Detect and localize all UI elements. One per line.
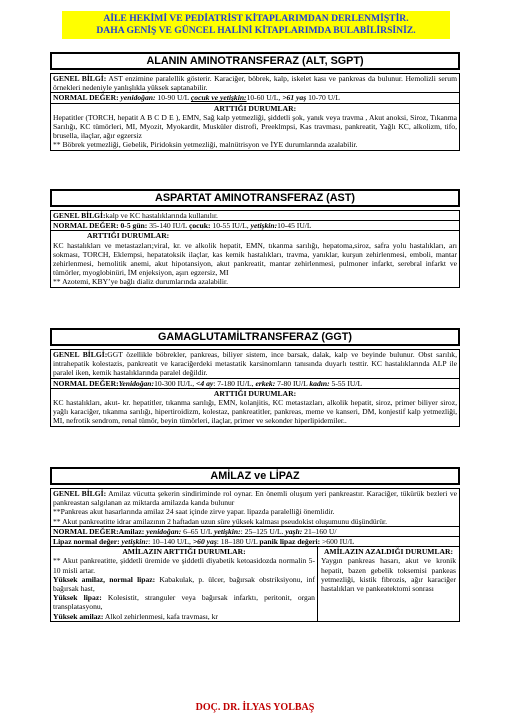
ast-title: ASPARTAT AMINOTRANSFERAZ (AST): [50, 189, 460, 207]
ggt-increase-text: KC hastalıkları, akut- kr. hepatitler, tıkanma sarılığı, EMN, kolanjitis, KC metastazları, alkolik hepatit, siroz, primer biliyer siroz, yağlı karaciğer, tıkanma sarılığı, hipertiroidizm, kolestaz, pankreatitler, pankreas, meme ve kanseri, DM, konjestif kalp yetmezliği, MI, nefrotik sendrom, renal tümör, beyin tümörleri, ilaçlar, primer ve sekonder hiperlipidemiler..: [53, 398, 457, 426]
banner-line-2: DAHA GENİŞ VE GÜNCEL HALİNİ KİTAPLARIMDA BULABİLİRSİNİZ.: [96, 25, 416, 36]
banner-line-1: AİLE HEKİMİ VE PEDİATRİST KİTAPLARIMDAN DERLENMİŞTİR.: [103, 13, 409, 24]
ggt-section: [50, 328, 460, 427]
lipase-normal-row: Lipaz normal değer: yetişkin:: 10–140 U/L, >60 yaş: 18–180 U/L panik lipaz değeri: >600 IU/L: [51, 537, 459, 547]
author-footer: DOÇ. DR. İLYAS YOLBAŞ: [195, 702, 315, 713]
alt-normal-row: NORMAL DEĞER: yenidoğan: 10-90 U/L çocuk ve yetişkin:10-60 U/L, >61 yaş 10-70 U/L: [51, 93, 459, 103]
alt-info-row: [51, 74, 459, 93]
alt-increase-label: ARTTIĞI DURUMLAR:: [213, 103, 297, 113]
ast-increase-label: ARTTIĞI DURUMLAR:: [87, 231, 170, 241]
ggt-increase-label: ARTTIĞI DURUMLAR:: [213, 388, 297, 398]
alt-section: [50, 52, 460, 151]
header-banner: [62, 11, 450, 39]
ast-section: [50, 189, 460, 288]
ggt-body: [50, 349, 460, 427]
ast-normal-row: NORMAL DEĞER: 0-5 gün: 35-140 IU/L çocuk: 10-55 IU/L, yetişkin:10-45 IU/L: [51, 221, 459, 231]
amylase-normal-row: NORMAL DEĞER:Amilaz: yenidoğan: 6–65 U/L yetişkin:: 25–125 U/L. yaşlı: 21–160 U/: [51, 527, 459, 537]
amylase-body: [50, 488, 460, 622]
alt-increase-row: [51, 104, 459, 150]
ast-increase-row: [51, 231, 459, 286]
alt-info-text: AST enzimine paralellik gösterir. Karaciğer, böbrek, kalp, iskelet kası ve pankreas da bulunur. Hemolizli serum örnekleri nedeniyle yanlışlıkla yüksek saptanabilir.: [53, 74, 457, 93]
alt-increase-text: Hepatitler (TORCH, hepatit A B C D E ), EMN, Sağ kalp yetmezliği, şiddetli şok, yanık veya travma , Akut anoksi, Siroz, Tıkanma Sarılığı, KC tümörleri, MI, Myozit, Myokardit, Musküler distrofi, Preeklmpsi, Kas travması, pankreatit, Yağlı KC, alkolizm, tifo, brusella, ilaçlar, ağır egzersiz: [53, 112, 457, 141]
ggt-info-row: GENEL BİLGİ:GGT özellikle böbrekler, pankreas, biliyer sistem, ince barsak, dalak, kalp ve beyinde bulunur. Obst sarılık, intrahepatik kolestazis, pankreatit ve karaciğerdeki metastatik karsinomların tanısında duyarlı testtir. KC hastalıklarında ALP ile paralel iken, kemik hastalıklarında paralel değildir.: [53, 350, 457, 378]
amylase-decrease-column: AMİLAZIN AZALDIĞI DURUMLAR: Yaygın pankreas hasarı, akut ve kronik hepatit, bazen gebelik toksemisi pankeas yetmezliği, kistik fibrozis, ağır karaciğer hastalıkları ve pankeatektomi sonrası: [321, 547, 456, 594]
ggt-increase-row: [51, 389, 459, 426]
ast-increase-text: KC hastalıkları ve metastazları;viral, kr. ve alkolik hepatit, EMN, tıkanma sarılığı, hepatoma,siroz, safra yolu hastalıkları, arı sokması, TORCH, Eklempsi, hepatatoksik ilaçlar, kas kemik hastalıkları, travma, yanıklar, kurşun zehirlenmesi, emboli, mantar zehirlenmesi, hemolitik anemi, akut hipotansiyon, akut pankreatit, mantar zehirlenmesi, pulmoner infarkt, serebral infarkt ve tümörler, myoglobinüri, İM enjeksiyon, aşırı egzersiz, MI: [53, 240, 457, 278]
amylase-section: [50, 467, 460, 622]
amylase-title: AMİLAZ ve LİPAZ: [50, 467, 460, 485]
ggt-normal-row: NORMAL DEĞER:Yenidoğan:10-300 IU/L, <4 ay: 7-180 IU/L, erkek: 7-80 IU/L kadın: 5-55 IU/L: [51, 379, 459, 389]
alt-note: ** Böbrek yetmezliği, Gebelik, Piridoksin yetmezliği, malnütrisyon ve İYE durumlarında azalabilir.: [53, 140, 358, 150]
alt-body: [50, 73, 460, 151]
ast-note: ** Azotemi, KBY’ye bağlı dializ durumlarında azalabilir.: [53, 277, 229, 287]
ggt-title: GAMAGLUTAMİLTRANSFERAZ (GGT): [50, 328, 460, 346]
ast-info-row: GENEL BİLGİ:kalp ve KC hastalıklarında kullanılır.: [51, 211, 459, 221]
amylase-two-columns: [51, 547, 459, 621]
amylase-increase-column: AMİLAZIN ARTTIĞI DURUMLAR: ** Akut pankreatitte, şiddetli üremide ve şiddetli diyabetik ketoasidozda normalin 5-10 misli artar. Yüksek amilaz, normal lipaz: Kabakulak, p. ülcer, bağırsak obstriksiyonu, inf bağırsak hast, Yüksek lipaz: Kolesistit, stranguler veya bağırsak infarktı, peritonit, organ transplatasyonu, Yüksek amilaz: Alkol zehirlenmesi, kafa travması, kr: [51, 547, 318, 621]
alt-title: ALANIN AMINOTRANSFERAZ (ALT, SGPT): [50, 52, 460, 70]
ast-body: [50, 210, 460, 288]
amylase-info-row: GENEL BİLGİ: Amilaz vücutta şekerin sindiriminde rol oynar. En önemli oluşum yeri pankreastır. Karaciğer, tükürük bezleri ve pankreastan salgılanan az miktarda amilazda kanda bulunur **Pankreas akut hasarlarında amilaz 24 saat içinde zirve yapar. lipazda paralelliği önemlidir. ** Akut pankreatitte idrar amilazının 2 haftadan uzun süre yüksek kalması pseudokist oluşumunu düşündürür.: [53, 489, 457, 526]
alt-normal-label: NORMAL DEĞER:: [53, 93, 119, 103]
alt-info-label: GENEL BİLGİ:: [53, 74, 107, 83]
